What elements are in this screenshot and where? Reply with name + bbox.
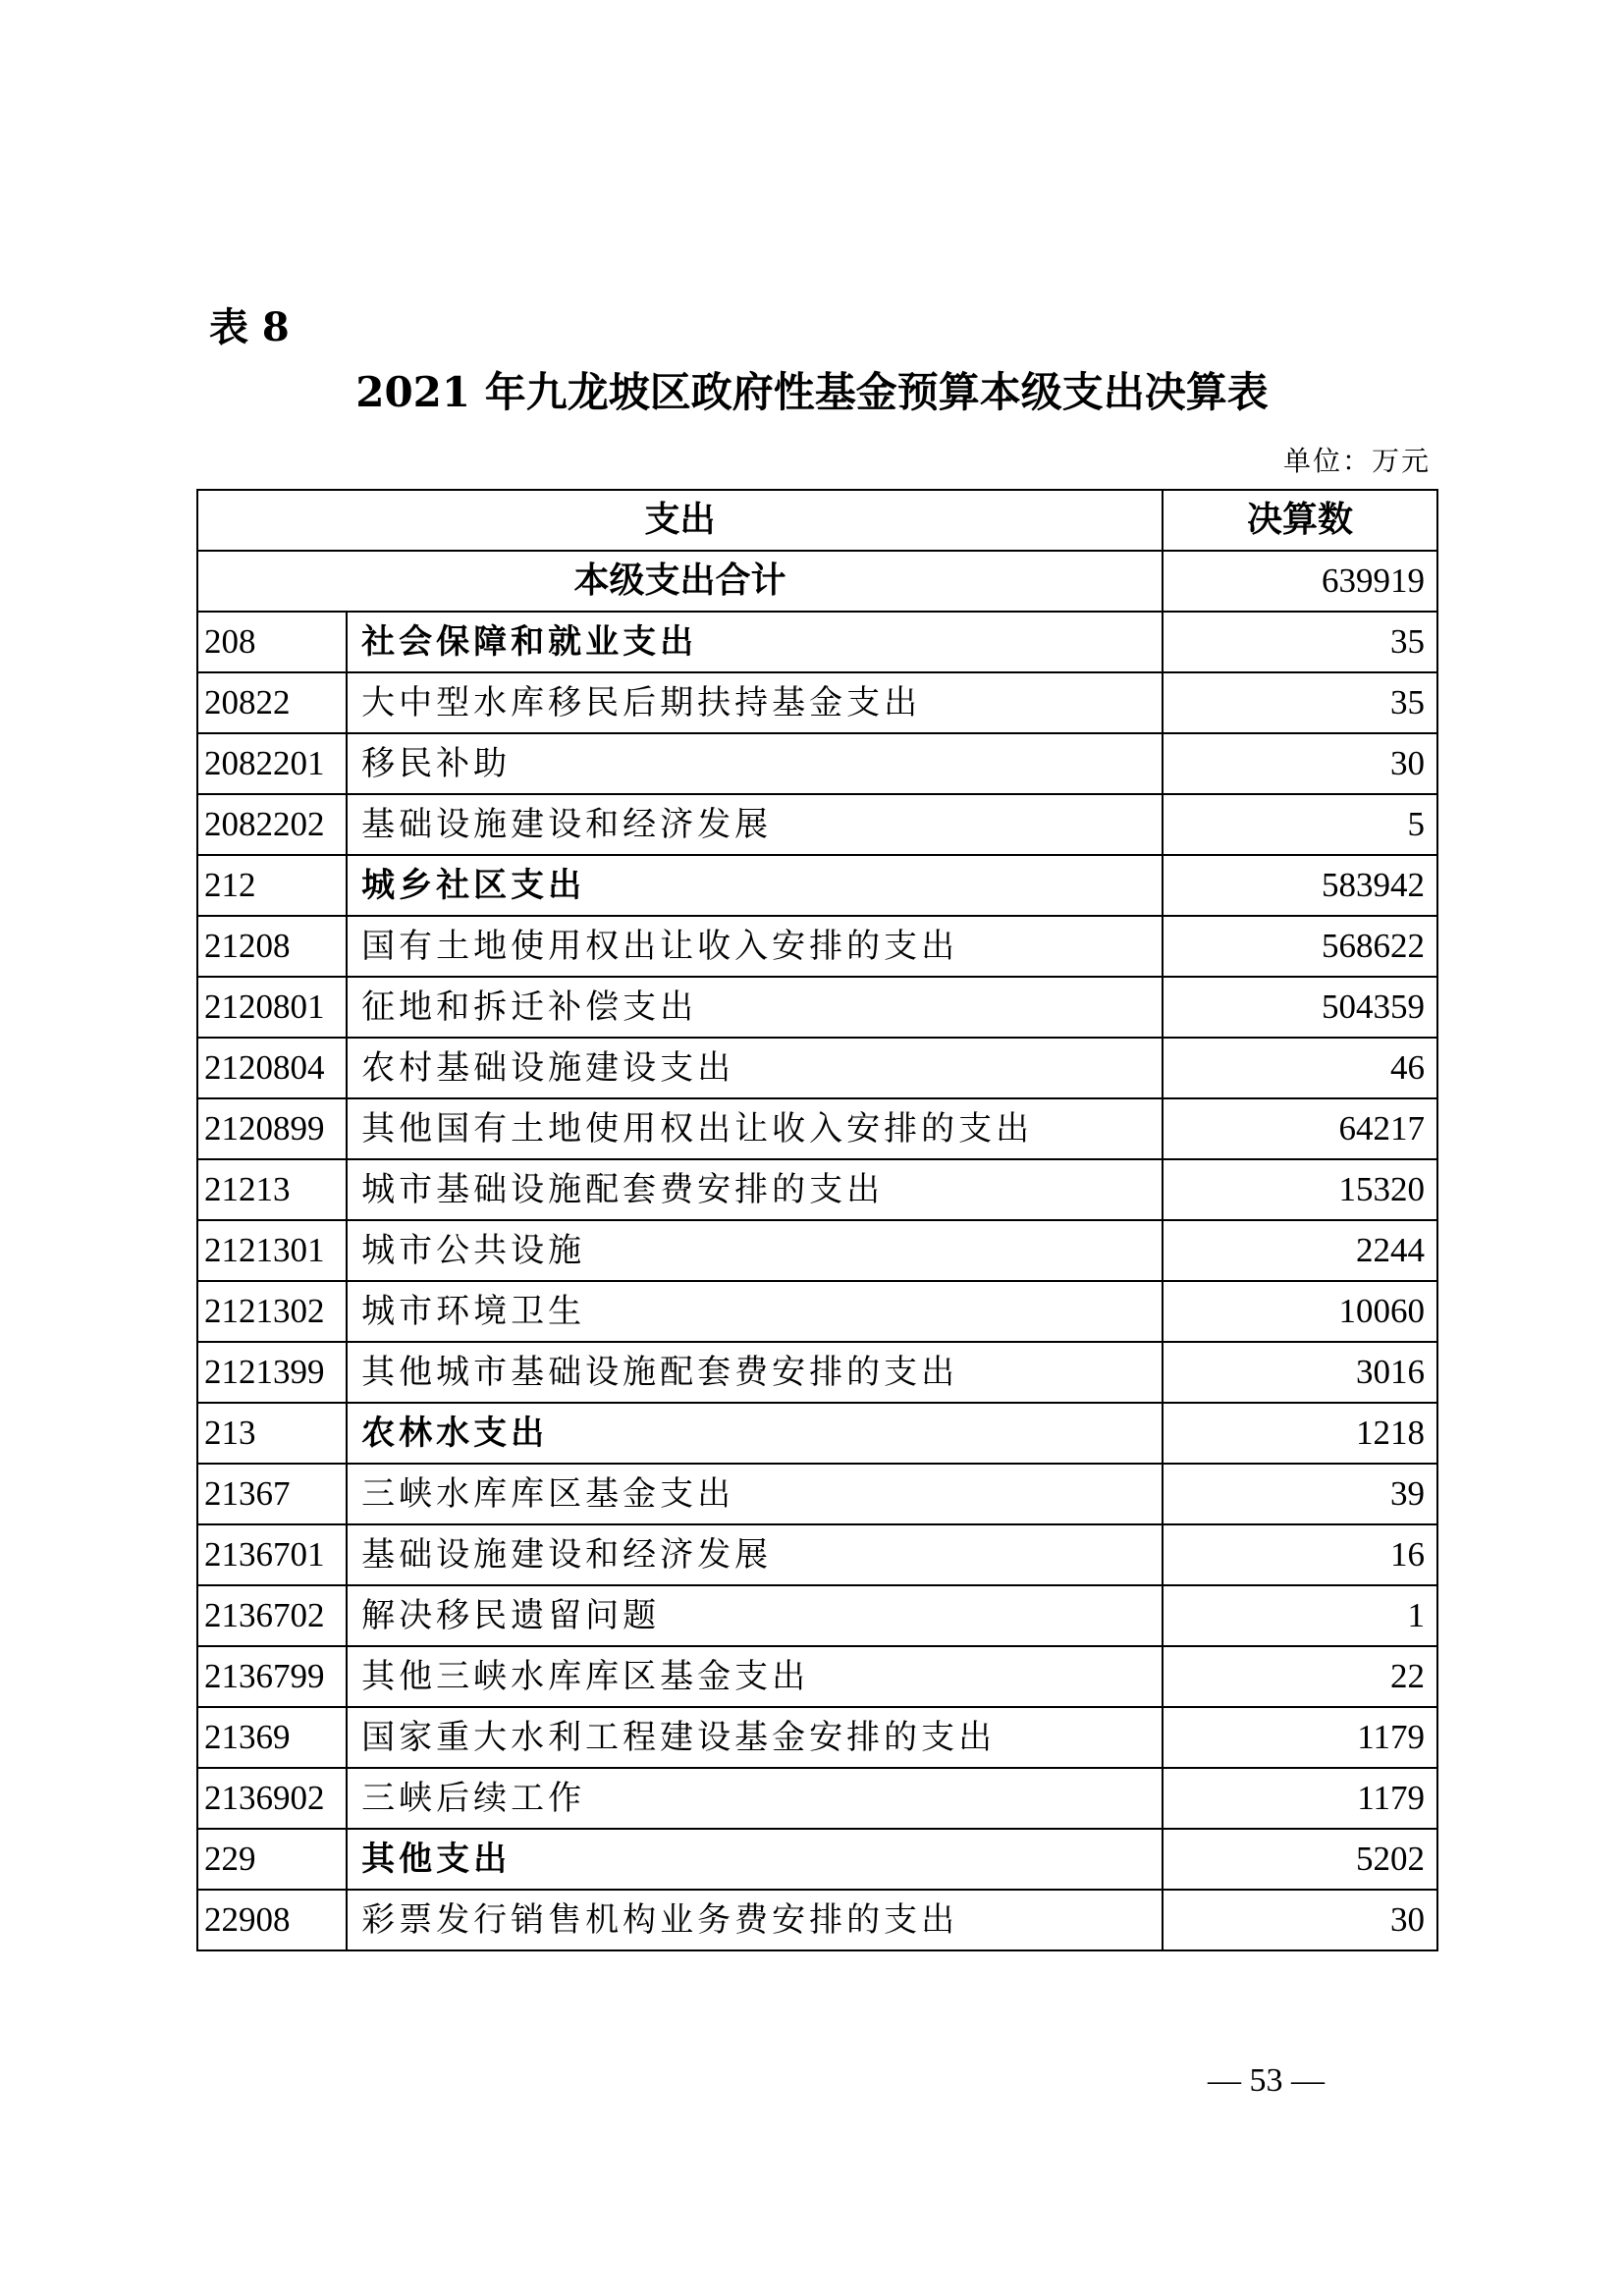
row-code: 212 (197, 855, 347, 916)
table-row (197, 1098, 1437, 1159)
table-row (197, 1159, 1437, 1220)
row-amount: 1179 (1163, 1768, 1437, 1829)
table-row (197, 1038, 1437, 1098)
row-code: 21208 (197, 916, 347, 977)
row-code: 2082202 (197, 794, 347, 855)
row-code: 20822 (197, 672, 347, 733)
row-amount: 15320 (1163, 1159, 1437, 1220)
row-name: 城乡社区支出 (347, 855, 1163, 916)
row-code: 2121302 (197, 1281, 347, 1342)
table-label: 表 8 (209, 304, 290, 350)
row-name: 其他城市基础设施配套费安排的支出 (347, 1342, 1163, 1403)
row-amount: 39 (1163, 1464, 1437, 1524)
row-code: 22908 (197, 1890, 347, 1950)
row-code: 2082201 (197, 733, 347, 794)
row-name: 征地和拆迁补偿支出 (347, 977, 1163, 1038)
row-code: 2136702 (197, 1585, 347, 1646)
expenditure-table (196, 489, 1438, 1951)
header-expense: 支出 (197, 490, 1163, 551)
row-name: 三峡后续工作 (347, 1768, 1163, 1829)
row-code: 2120801 (197, 977, 347, 1038)
row-code: 2121301 (197, 1220, 347, 1281)
row-code: 2121399 (197, 1342, 347, 1403)
row-amount: 46 (1163, 1038, 1437, 1098)
page-number: — 53 — (1208, 2062, 1325, 2099)
table-row (197, 977, 1437, 1038)
total-amount: 639919 (1163, 551, 1437, 612)
row-name: 城市基础设施配套费安排的支出 (347, 1159, 1163, 1220)
row-amount: 22 (1163, 1646, 1437, 1707)
row-code: 229 (197, 1829, 347, 1890)
row-name: 大中型水库移民后期扶持基金支出 (347, 672, 1163, 733)
row-code: 213 (197, 1403, 347, 1464)
table-row (197, 1281, 1437, 1342)
row-amount: 30 (1163, 733, 1437, 794)
row-amount: 5 (1163, 794, 1437, 855)
row-name: 三峡水库库区基金支出 (347, 1464, 1163, 1524)
table-row (197, 855, 1437, 916)
total-row (197, 551, 1437, 612)
row-name: 国家重大水利工程建设基金安排的支出 (347, 1707, 1163, 1768)
row-amount: 30 (1163, 1890, 1437, 1950)
row-code: 2136799 (197, 1646, 347, 1707)
row-name: 其他三峡水库库区基金支出 (347, 1646, 1163, 1707)
row-amount: 3016 (1163, 1342, 1437, 1403)
table-row (197, 733, 1437, 794)
row-code: 21369 (197, 1707, 347, 1768)
table-row (197, 1585, 1437, 1646)
row-amount: 2244 (1163, 1220, 1437, 1281)
row-amount: 1179 (1163, 1707, 1437, 1768)
header-amount: 决算数 (1163, 490, 1437, 551)
row-amount: 1218 (1163, 1403, 1437, 1464)
table-row (197, 612, 1437, 672)
row-name: 国有土地使用权出让收入安排的支出 (347, 916, 1163, 977)
row-amount: 504359 (1163, 977, 1437, 1038)
row-name: 城市环境卫生 (347, 1281, 1163, 1342)
row-amount: 35 (1163, 672, 1437, 733)
table-row (197, 1464, 1437, 1524)
row-name: 农村基础设施建设支出 (347, 1038, 1163, 1098)
row-name: 解决移民遗留问题 (347, 1585, 1163, 1646)
row-name: 社会保障和就业支出 (347, 612, 1163, 672)
table-row (197, 1646, 1437, 1707)
row-code: 2120804 (197, 1038, 347, 1098)
row-amount: 10060 (1163, 1281, 1437, 1342)
total-label: 本级支出合计 (197, 551, 1163, 612)
table-row (197, 916, 1437, 977)
row-code: 2136902 (197, 1768, 347, 1829)
row-name: 农林水支出 (347, 1403, 1163, 1464)
table-row (197, 1403, 1437, 1464)
row-name: 其他支出 (347, 1829, 1163, 1890)
row-code: 208 (197, 612, 347, 672)
row-code: 2136701 (197, 1524, 347, 1585)
table-row (197, 1890, 1437, 1950)
row-name: 基础设施建设和经济发展 (347, 1524, 1163, 1585)
row-amount: 5202 (1163, 1829, 1437, 1890)
table-row (197, 1342, 1437, 1403)
table-row (197, 1220, 1437, 1281)
table-row (197, 1829, 1437, 1890)
row-name: 其他国有土地使用权出让收入安排的支出 (347, 1098, 1163, 1159)
row-amount: 583942 (1163, 855, 1437, 916)
row-code: 21213 (197, 1159, 347, 1220)
row-code: 21367 (197, 1464, 347, 1524)
table-row (197, 1707, 1437, 1768)
row-amount: 64217 (1163, 1098, 1437, 1159)
document-title: 2021 年九龙坡区政府性基金预算本级支出决算表 (355, 368, 1269, 416)
table-row (197, 1768, 1437, 1829)
row-name: 城市公共设施 (347, 1220, 1163, 1281)
table-body (197, 551, 1437, 1950)
row-code: 2120899 (197, 1098, 347, 1159)
row-name: 基础设施建设和经济发展 (347, 794, 1163, 855)
row-name: 彩票发行销售机构业务费安排的支出 (347, 1890, 1163, 1950)
table-row (197, 672, 1437, 733)
unit-note: 单位：万元 (1282, 445, 1431, 477)
row-amount: 16 (1163, 1524, 1437, 1585)
row-name: 移民补助 (347, 733, 1163, 794)
row-amount: 35 (1163, 612, 1437, 672)
row-amount: 1 (1163, 1585, 1437, 1646)
table-row (197, 1524, 1437, 1585)
table-header-row (197, 490, 1437, 551)
row-amount: 568622 (1163, 916, 1437, 977)
table-row (197, 794, 1437, 855)
